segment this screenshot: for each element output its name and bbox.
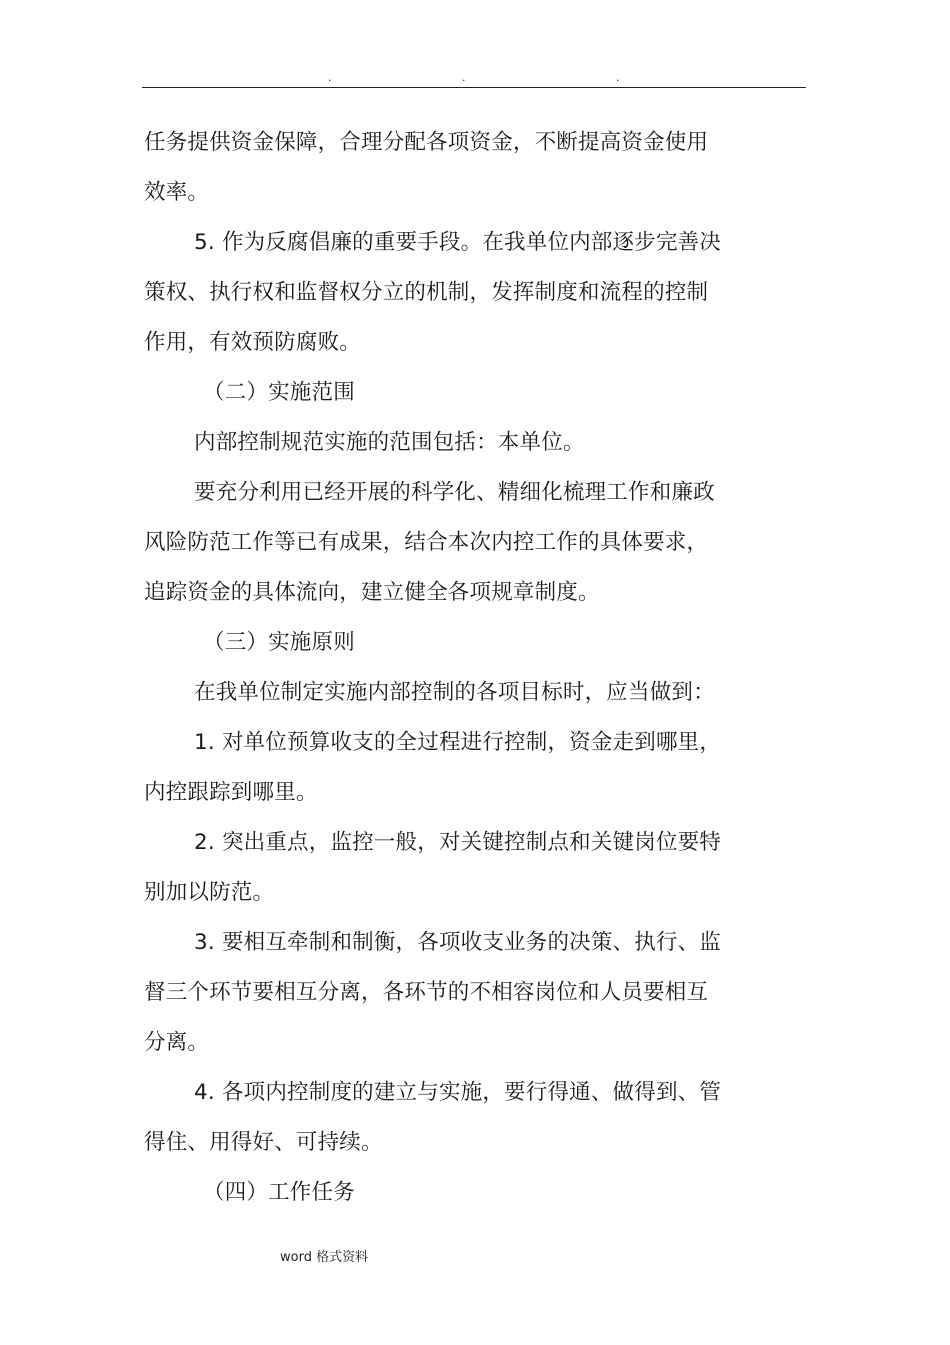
page-footer: word 格式资料 xyxy=(280,1250,369,1265)
section-heading xyxy=(144,1168,764,1218)
text-line: 作用，有效预防腐败。 xyxy=(144,330,362,355)
text-line: 内部控制规范实施的范围包括：本单位。 xyxy=(194,430,585,455)
text-line: 追踪资金的具体流向，建立健全各项规章制度。 xyxy=(144,580,600,605)
document-body xyxy=(144,118,764,1218)
page-header xyxy=(142,70,806,90)
heading-text: （三）实施原则 xyxy=(203,630,355,655)
text-line: 任务提供资金保障，合理分配各项资金，不断提高资金使用 xyxy=(144,130,709,155)
text-line: 策权、执行权和监督权分立的机制，发挥制度和流程的控制 xyxy=(144,280,709,305)
text-line: 4. 各项内控制度的建立与实施，要行得通、做得到、管 xyxy=(194,1080,722,1105)
section-heading xyxy=(144,368,764,418)
text-line: 督三个环节要相互分离，各环节的不相容岗位和人员要相互 xyxy=(144,980,709,1005)
paragraph xyxy=(144,918,764,1068)
header-dot: . xyxy=(616,71,620,84)
text-line: 效率。 xyxy=(144,180,210,205)
paragraph xyxy=(144,218,764,368)
text-line: 得住、用得好、可持续。 xyxy=(144,1130,383,1155)
text-line: 在我单位制定实施内部控制的各项目标时，应当做到： xyxy=(194,680,715,705)
paragraph xyxy=(144,118,764,218)
paragraph xyxy=(144,1068,764,1168)
text-line: 别加以防范。 xyxy=(144,880,275,905)
paragraph xyxy=(144,668,764,718)
header-rule xyxy=(142,87,806,88)
paragraph xyxy=(144,718,764,818)
text-line: 1. 对单位预算收支的全过程进行控制，资金走到哪里， xyxy=(194,730,722,755)
text-line: 内控跟踪到哪里。 xyxy=(144,780,318,805)
heading-text: （二）实施范围 xyxy=(203,380,355,405)
text-line: 5. 作为反腐倡廉的重要手段。在我单位内部逐步完善决 xyxy=(194,230,722,255)
section-heading xyxy=(144,618,764,668)
heading-text: （四）工作任务 xyxy=(203,1180,355,1205)
text-line: 要充分利用已经开展的科学化、精细化梳理工作和廉政 xyxy=(194,480,715,505)
header-dot: . xyxy=(328,71,332,84)
text-line: 2. 突出重点，监控一般，对关键控制点和关键岗位要特 xyxy=(194,830,722,855)
paragraph xyxy=(144,468,764,618)
text-line: 风险防范工作等已有成果，结合本次内控工作的具体要求， xyxy=(144,530,709,555)
header-dot: . xyxy=(462,71,466,84)
text-line: 3. 要相互牵制和制衡，各项收支业务的决策、执行、监 xyxy=(194,930,722,955)
paragraph xyxy=(144,418,764,468)
paragraph xyxy=(144,818,764,918)
text-line: 分离。 xyxy=(144,1030,210,1055)
